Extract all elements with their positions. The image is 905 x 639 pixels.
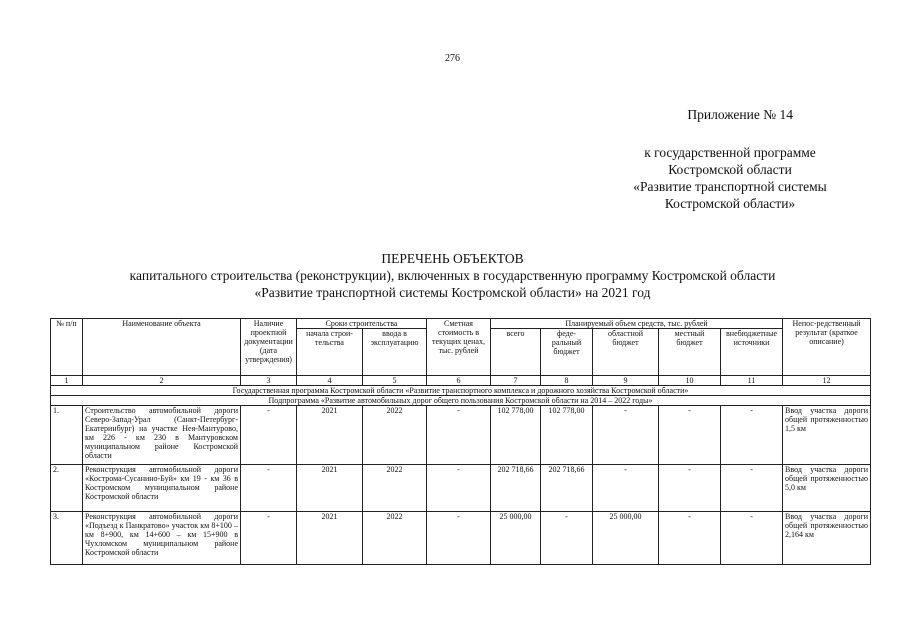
- column-number: 7: [491, 376, 541, 386]
- header-name: Наименование объекта: [83, 319, 241, 376]
- row-docs: -: [241, 406, 297, 465]
- row-local: -: [659, 512, 721, 565]
- header-docs: Наличие проектной документации (дата утверждения): [241, 319, 297, 376]
- row-estimate: -: [427, 406, 491, 465]
- row-name: Реконструкция автомобильной дороги «Кострома-Сусанино-Буй» км 19 - км 36 в Костромском муниципальном районе Костромской области: [83, 465, 241, 512]
- page-number: 276: [445, 53, 460, 64]
- title-line: капитального строительства (реконструкции), включенных в государственную программу Костромской области: [129, 268, 776, 283]
- header-terms: Сроки строительства: [297, 319, 427, 329]
- row-result: Ввод участка дороги общей протяженностью 1,5 км: [783, 406, 871, 465]
- header-extra: внебюджетные источники: [721, 329, 783, 376]
- row-estimate: -: [427, 512, 491, 565]
- program-line: Костромской области: [668, 162, 792, 177]
- header-regional: областной бюджет: [593, 329, 659, 376]
- row-num: 3.: [51, 512, 83, 565]
- appendix-label: Приложение № 14: [687, 107, 793, 122]
- table-row: [51, 512, 871, 565]
- row-num: 1.: [51, 406, 83, 465]
- row-local: -: [659, 406, 721, 465]
- row-commission: 2022: [363, 465, 427, 512]
- row-commission: 2022: [363, 512, 427, 565]
- header-planned: Планируемый объем средств, тыс. рублей: [491, 319, 783, 329]
- row-total: 202 718,66: [491, 465, 541, 512]
- row-result: Ввод участка дороги общей протяженностью 5,0 км: [783, 465, 871, 512]
- column-number: 12: [783, 376, 871, 386]
- header-estimate: Сметная стоимость в текущих ценах, тыс. рублей: [427, 319, 491, 376]
- header-start: начала строи-тельства: [297, 329, 363, 376]
- column-number: 2: [83, 376, 241, 386]
- document-title: [0, 250, 905, 301]
- header-commission: ввода в эксплуатацию: [363, 329, 427, 376]
- row-federal: 202 718,66: [541, 465, 593, 512]
- row-federal: 102 778,00: [541, 406, 593, 465]
- column-number: 8: [541, 376, 593, 386]
- header-federal: феде-ральный бюджет: [541, 329, 593, 376]
- row-regional: 25 000,00: [593, 512, 659, 565]
- column-number: 9: [593, 376, 659, 386]
- column-number: 1: [51, 376, 83, 386]
- row-start: 2021: [297, 406, 363, 465]
- table-header-row: [51, 319, 871, 329]
- program-reference: [600, 144, 860, 212]
- header-result: Непос-редственный результат (краткое описание): [783, 319, 871, 376]
- program-line: Костромской области»: [664, 196, 796, 211]
- row-start: 2021: [297, 465, 363, 512]
- header-num: № п/п: [51, 319, 83, 376]
- row-name: Реконструкция автомобильной дороги «Подъезд к Панкратово» участок км 8+100 – км 8+900, км 14+600 – км 15+900 в Чухломском муниципальном районе Костромской области: [83, 512, 241, 565]
- header-total: всего: [491, 329, 541, 376]
- column-number: 11: [721, 376, 783, 386]
- row-result: Ввод участка дороги общей протяженностью 2,164 км: [783, 512, 871, 565]
- column-number: 4: [297, 376, 363, 386]
- row-commission: 2022: [363, 406, 427, 465]
- row-extra: -: [721, 465, 783, 512]
- table-row: [51, 465, 871, 512]
- row-docs: -: [241, 512, 297, 565]
- column-number: 6: [427, 376, 491, 386]
- row-extra: -: [721, 512, 783, 565]
- title-line: «Развитие транспортной системы Костромской области» на 2021 год: [254, 285, 651, 300]
- table-row: [51, 406, 871, 465]
- row-name: Строительство автомобильной дороги Северо-Запад-Урал (Санкт-Петербург-Екатеринбург) на участке Нея-Мантурово, км 226 - км 230 в Мантуровском муниципальном районе Костромской области: [83, 406, 241, 465]
- program-title: Государственная программа Костромской области «Развитие транспортного комплекса и дорожного хозяйства Костромской области»: [51, 386, 871, 396]
- column-number: 5: [363, 376, 427, 386]
- row-total: 102 778,00: [491, 406, 541, 465]
- row-docs: -: [241, 465, 297, 512]
- program-line: к государственной программе: [644, 145, 816, 160]
- row-regional: -: [593, 406, 659, 465]
- program-row: [51, 386, 871, 396]
- row-regional: -: [593, 465, 659, 512]
- column-number: 3: [241, 376, 297, 386]
- subprogram-row: [51, 396, 871, 406]
- column-numbers-row: [51, 376, 871, 386]
- row-total: 25 000,00: [491, 512, 541, 565]
- row-federal: -: [541, 512, 593, 565]
- row-num: 2.: [51, 465, 83, 512]
- row-start: 2021: [297, 512, 363, 565]
- row-local: -: [659, 465, 721, 512]
- row-estimate: -: [427, 465, 491, 512]
- column-number: 10: [659, 376, 721, 386]
- header-local: местный бюджет: [659, 329, 721, 376]
- program-line: «Развитие транспортной системы: [633, 179, 827, 194]
- subprogram-title: Подпрограмма «Развитие автомобильных дорог общего пользования Костромской области на 2014 – 2022 годы»: [51, 396, 871, 406]
- title-line: ПЕРЕЧЕНЬ ОБЪЕКТОВ: [381, 251, 524, 266]
- objects-table: [50, 318, 871, 565]
- row-extra: -: [721, 406, 783, 465]
